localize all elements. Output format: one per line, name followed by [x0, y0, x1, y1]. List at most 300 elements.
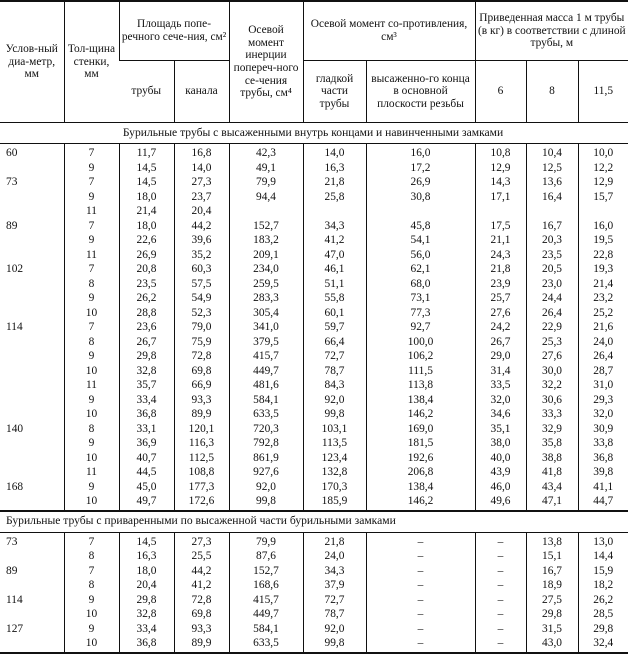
cell-area-pipe: 26,9: [119, 249, 174, 264]
cell-area-channel: 172,6: [174, 495, 229, 511]
cell-wall: 7: [64, 263, 119, 278]
cell-mass-6: 23,9: [475, 278, 526, 293]
cell-wall: 10: [64, 452, 119, 467]
cell-mass-11-5: 18,2: [578, 579, 628, 594]
table-row: [0, 452, 628, 467]
header-area-pipe: трубы: [119, 61, 174, 123]
cell-mass-11-5: 41,1: [578, 481, 628, 496]
cell-mass-6: [475, 205, 526, 220]
cell-mass-11-5: 29,3: [578, 394, 628, 409]
cell-mass-8: 26,4: [526, 307, 578, 322]
cell-inertia: 234,0: [229, 263, 303, 278]
cell-inertia: 209,1: [229, 249, 303, 264]
cell-area-channel: 25,5: [174, 550, 229, 565]
cell-mass-6: 40,0: [475, 452, 526, 467]
cell-resist-smooth: 113,5: [303, 437, 366, 452]
cell-mass-6: 14,3: [475, 176, 526, 191]
cell-mass-8: 38,8: [526, 452, 578, 467]
table-row: [0, 350, 628, 365]
table-row: [0, 321, 628, 336]
cell-area-pipe: 11,7: [119, 144, 174, 162]
section-title: Бурильные трубы с высаженными внутрь концами и навинченными замками: [0, 123, 628, 144]
cell-resist-upset: –: [366, 594, 475, 609]
cell-area-pipe: 16,3: [119, 550, 174, 565]
table-row: [0, 220, 628, 235]
cell-area-pipe: 14,5: [119, 532, 174, 550]
table-row: [0, 437, 628, 452]
cell-wall: 9: [64, 623, 119, 638]
cell-mass-11-5: 14,4: [578, 550, 628, 565]
cell-wall: 9: [64, 191, 119, 206]
cell-inertia: 415,7: [229, 594, 303, 609]
table-row: [0, 365, 628, 380]
cell-mass-6: 17,1: [475, 191, 526, 206]
cell-mass-11-5: 24,0: [578, 336, 628, 351]
table-row: [0, 162, 628, 177]
cell-area-pipe: 32,8: [119, 608, 174, 623]
cell-wall: 8: [64, 579, 119, 594]
cell-area-pipe: 23,5: [119, 278, 174, 293]
cell-mass-6: 26,7: [475, 336, 526, 351]
cell-wall: 7: [64, 565, 119, 580]
cell-mass-6: 32,0: [475, 394, 526, 409]
cell-inertia: 792,8: [229, 437, 303, 452]
cell-diameter: [0, 292, 64, 307]
cell-diameter: [0, 278, 64, 293]
header-area-group: Площадь попе-речного сече-ния, см²: [119, 1, 229, 61]
cell-diameter: 127: [6, 622, 24, 635]
cell-inertia: 92,0: [229, 481, 303, 496]
cell-inertia: 379,5: [229, 336, 303, 351]
cell-inertia: 927,6: [229, 466, 303, 481]
cell-diameter: 114: [6, 593, 23, 606]
table-row: [0, 423, 628, 438]
header-length-6: 6: [475, 61, 526, 123]
cell-resist-upset: 62,1: [366, 263, 475, 278]
cell-diameter: 168: [6, 480, 24, 493]
cell-resist-upset: 73,1: [366, 292, 475, 307]
cell-mass-8: 22,9: [526, 321, 578, 336]
cell-diameter: 73: [6, 535, 18, 548]
cell-mass-11-5: 32,4: [578, 637, 628, 653]
cell-resist-smooth: 185,9: [303, 495, 366, 511]
cell-area-pipe: 20,4: [119, 579, 174, 594]
cell-mass-11-5: 12,9: [578, 176, 628, 191]
cell-resist-smooth: 72,7: [303, 350, 366, 365]
cell-inertia: 94,4: [229, 191, 303, 206]
cell-mass-6: –: [475, 594, 526, 609]
cell-mass-6: –: [475, 623, 526, 638]
cell-resist-smooth: 92,0: [303, 394, 366, 409]
cell-diameter: [0, 162, 64, 177]
cell-area-channel: 20,4: [174, 205, 229, 220]
cell-mass-11-5: 19,5: [578, 234, 628, 249]
cell-mass-6: –: [475, 532, 526, 550]
cell-wall: 7: [64, 321, 119, 336]
cell-area-channel: 120,1: [174, 423, 229, 438]
cell-mass-6: 31,4: [475, 365, 526, 380]
cell-area-channel: 72,8: [174, 350, 229, 365]
cell-mass-8: 43,0: [526, 637, 578, 653]
table-body: [0, 123, 628, 653]
cell-resist-smooth: 84,3: [303, 379, 366, 394]
cell-area-channel: 41,2: [174, 579, 229, 594]
cell-resist-smooth: 34,3: [303, 220, 366, 235]
cell-resist-upset: 26,9: [366, 176, 475, 191]
cell-resist-upset: 146,2: [366, 495, 475, 511]
cell-area-pipe: 26,2: [119, 292, 174, 307]
cell-resist-upset: –: [366, 565, 475, 580]
cell-diameter: [0, 452, 64, 467]
cell-area-channel: 108,8: [174, 466, 229, 481]
cell-mass-6: 21,8: [475, 263, 526, 278]
cell-wall: 11: [64, 249, 119, 264]
cell-inertia: 283,3: [229, 292, 303, 307]
cell-mass-11-5: 32,0: [578, 408, 628, 423]
cell-area-pipe: 18,0: [119, 191, 174, 206]
cell-resist-upset: –: [366, 532, 475, 550]
cell-resist-smooth: 51,1: [303, 278, 366, 293]
cell-mass-8: 23,0: [526, 278, 578, 293]
cell-mass-8: 23,5: [526, 249, 578, 264]
cell-inertia: 720,3: [229, 423, 303, 438]
cell-resist-upset: 146,2: [366, 408, 475, 423]
cell-wall: 10: [64, 307, 119, 322]
cell-mass-11-5: 30,9: [578, 423, 628, 438]
cell-mass-6: 49,6: [475, 495, 526, 511]
table-row: [0, 608, 628, 623]
table-row: [0, 495, 628, 511]
cell-wall: 9: [64, 394, 119, 409]
cell-area-pipe: 23,6: [119, 321, 174, 336]
cell-area-channel: 60,3: [174, 263, 229, 278]
cell-resist-upset: 206,8: [366, 466, 475, 481]
cell-resist-smooth: 72,7: [303, 594, 366, 609]
cell-wall: 7: [64, 532, 119, 550]
cell-mass-6: 27,6: [475, 307, 526, 322]
cell-inertia: 341,0: [229, 321, 303, 336]
cell-inertia: 449,7: [229, 365, 303, 380]
cell-area-channel: 79,0: [174, 321, 229, 336]
cell-resist-smooth: 47,0: [303, 249, 366, 264]
cell-resist-upset: 111,5: [366, 365, 475, 380]
cell-mass-11-5: 29,8: [578, 623, 628, 638]
cell-wall: 10: [64, 637, 119, 653]
cell-mass-6: 43,9: [475, 466, 526, 481]
cell-diameter: [0, 394, 64, 409]
cell-wall: 9: [64, 481, 119, 496]
cell-area-pipe: 35,7: [119, 379, 174, 394]
cell-resist-upset: 100,0: [366, 336, 475, 351]
cell-diameter: [0, 579, 64, 594]
cell-mass-8: 12,5: [526, 162, 578, 177]
cell-resist-smooth: 16,3: [303, 162, 366, 177]
cell-mass-8: 43,4: [526, 481, 578, 496]
cell-area-channel: 116,3: [174, 437, 229, 452]
cell-resist-upset: 16,0: [366, 144, 475, 162]
cell-area-channel: 27,3: [174, 176, 229, 191]
cell-resist-smooth: 59,7: [303, 321, 366, 336]
cell-inertia: 481,6: [229, 379, 303, 394]
cell-diameter: 73: [6, 176, 18, 188]
cell-mass-11-5: [578, 205, 628, 220]
cell-area-channel: 66,9: [174, 379, 229, 394]
cell-inertia: 415,7: [229, 350, 303, 365]
header-mass-group: Приведенная масса 1 м трубы (в кг) в соответствии с длиной трубы, м: [475, 1, 628, 61]
cell-wall: 10: [64, 495, 119, 511]
cell-resist-upset: 56,0: [366, 249, 475, 264]
cell-inertia: 183,2: [229, 234, 303, 249]
cell-wall: 9: [64, 350, 119, 365]
cell-mass-6: 46,0: [475, 481, 526, 496]
cell-wall: 7: [64, 176, 119, 191]
cell-mass-8: 20,5: [526, 263, 578, 278]
cell-resist-smooth: 78,7: [303, 365, 366, 380]
cell-mass-6: –: [475, 550, 526, 565]
cell-area-channel: 44,2: [174, 220, 229, 235]
cell-mass-11-5: 26,4: [578, 350, 628, 365]
table-row: [0, 623, 628, 638]
table-row: [0, 594, 628, 609]
cell-inertia: 79,9: [229, 532, 303, 550]
cell-mass-11-5: 13,0: [578, 532, 628, 550]
cell-mass-8: 20,3: [526, 234, 578, 249]
cell-mass-8: 13,8: [526, 532, 578, 550]
cell-wall: 10: [64, 365, 119, 380]
cell-inertia: 305,4: [229, 307, 303, 322]
cell-mass-6: 12,9: [475, 162, 526, 177]
cell-mass-6: –: [475, 565, 526, 580]
cell-inertia: 584,1: [229, 394, 303, 409]
cell-wall: 10: [64, 408, 119, 423]
table-row: [0, 579, 628, 594]
cell-wall: 8: [64, 336, 119, 351]
table-row: [0, 307, 628, 322]
cell-resist-smooth: 99,8: [303, 408, 366, 423]
cell-inertia: 168,6: [229, 579, 303, 594]
cell-area-pipe: 26,7: [119, 336, 174, 351]
cell-diameter: [0, 307, 64, 322]
cell-resist-smooth: 92,0: [303, 623, 366, 638]
cell-resist-upset: –: [366, 579, 475, 594]
table-row: [0, 481, 628, 496]
cell-mass-8: 35,8: [526, 437, 578, 452]
cell-area-pipe: 29,8: [119, 594, 174, 609]
cell-mass-6: 25,7: [475, 292, 526, 307]
cell-area-channel: 35,2: [174, 249, 229, 264]
cell-area-pipe: 29,8: [119, 350, 174, 365]
cell-area-channel: 112,5: [174, 452, 229, 467]
cell-mass-6: 21,1: [475, 234, 526, 249]
cell-mass-8: 27,6: [526, 350, 578, 365]
header-length-8: 8: [526, 61, 578, 123]
cell-wall: 7: [64, 144, 119, 162]
cell-mass-8: 30,0: [526, 365, 578, 380]
cell-area-pipe: 40,7: [119, 452, 174, 467]
cell-mass-8: 31,5: [526, 623, 578, 638]
cell-mass-8: 27,5: [526, 594, 578, 609]
cell-resist-smooth: 34,3: [303, 565, 366, 580]
cell-area-pipe: 36,8: [119, 408, 174, 423]
cell-mass-8: 10,4: [526, 144, 578, 162]
cell-mass-8: 29,8: [526, 608, 578, 623]
cell-mass-8: 47,1: [526, 495, 578, 511]
cell-wall: 11: [64, 379, 119, 394]
cell-inertia: 861,9: [229, 452, 303, 467]
cell-mass-8: 32,9: [526, 423, 578, 438]
cell-inertia: 152,7: [229, 220, 303, 235]
cell-wall: 7: [64, 220, 119, 235]
cell-diameter: 140: [6, 422, 24, 435]
cell-resist-smooth: 78,7: [303, 608, 366, 623]
header-area-channel: канала: [174, 61, 229, 123]
table-row: [0, 532, 628, 550]
header-resistance-group: Осевой момент со-противления, см³: [303, 1, 475, 61]
cell-resist-upset: 138,4: [366, 481, 475, 496]
cell-mass-6: 38,0: [475, 437, 526, 452]
cell-resist-upset: 192,6: [366, 452, 475, 467]
cell-mass-11-5: 28,5: [578, 608, 628, 623]
cell-inertia: 449,7: [229, 608, 303, 623]
cell-area-pipe: 33,1: [119, 423, 174, 438]
cell-resist-smooth: 24,0: [303, 550, 366, 565]
cell-resist-upset: [366, 205, 475, 220]
cell-area-channel: 57,5: [174, 278, 229, 293]
table-row: [0, 637, 628, 653]
cell-resist-upset: –: [366, 623, 475, 638]
table-row: [0, 550, 628, 565]
cell-diameter: 89: [6, 219, 18, 232]
cell-mass-8: 16,7: [526, 565, 578, 580]
cell-mass-11-5: 15,9: [578, 565, 628, 580]
cell-diameter: [0, 495, 64, 511]
cell-inertia: 87,6: [229, 550, 303, 565]
cell-mass-6: 17,5: [475, 220, 526, 235]
cell-area-channel: 93,3: [174, 623, 229, 638]
header-inertia: Осевой момент инерции попереч-ного се-чения трубы, см⁴: [229, 1, 303, 123]
cell-inertia: 152,7: [229, 565, 303, 580]
cell-diameter: [0, 437, 64, 452]
cell-resist-upset: 113,8: [366, 379, 475, 394]
cell-mass-11-5: 44,7: [578, 495, 628, 511]
table-row: [0, 292, 628, 307]
cell-resist-upset: 30,8: [366, 191, 475, 206]
header-diameter: Услов-ный диа-метр, мм: [0, 1, 64, 123]
section2-title-row: [0, 511, 628, 533]
cell-mass-11-5: 19,3: [578, 263, 628, 278]
cell-resist-smooth: 55,8: [303, 292, 366, 307]
table-row: [0, 176, 628, 191]
cell-mass-11-5: 31,0: [578, 379, 628, 394]
cell-resist-smooth: 21,8: [303, 532, 366, 550]
cell-diameter: [0, 249, 64, 264]
cell-inertia: 633,5: [229, 408, 303, 423]
cell-resist-upset: 54,1: [366, 234, 475, 249]
cell-area-channel: 89,9: [174, 637, 229, 653]
cell-area-pipe: 20,8: [119, 263, 174, 278]
cell-mass-11-5: 16,0: [578, 220, 628, 235]
cell-diameter: [0, 191, 64, 206]
cell-mass-8: 33,3: [526, 408, 578, 423]
header-length-11-5: 11,5: [578, 61, 628, 123]
cell-mass-11-5: 21,6: [578, 321, 628, 336]
cell-area-channel: 69,8: [174, 365, 229, 380]
cell-diameter: [0, 637, 64, 653]
cell-mass-6: –: [475, 637, 526, 653]
cell-area-channel: 93,3: [174, 394, 229, 409]
cell-mass-11-5: 12,2: [578, 162, 628, 177]
cell-resist-smooth: 25,8: [303, 191, 366, 206]
table-row: [0, 466, 628, 481]
cell-wall: 11: [64, 205, 119, 220]
cell-mass-11-5: 15,7: [578, 191, 628, 206]
cell-mass-8: 16,7: [526, 220, 578, 235]
cell-area-channel: 16,8: [174, 144, 229, 162]
cell-resist-smooth: 123,4: [303, 452, 366, 467]
cell-area-channel: 44,2: [174, 565, 229, 580]
cell-mass-8: 24,4: [526, 292, 578, 307]
cell-mass-8: 18,9: [526, 579, 578, 594]
cell-area-channel: 177,3: [174, 481, 229, 496]
cell-mass-8: 13,6: [526, 176, 578, 191]
cell-inertia: 99,8: [229, 495, 303, 511]
cell-inertia: 584,1: [229, 623, 303, 638]
cell-mass-11-5: 33,8: [578, 437, 628, 452]
cell-wall: 8: [64, 550, 119, 565]
cell-resist-upset: –: [366, 637, 475, 653]
cell-resist-upset: 77,3: [366, 307, 475, 322]
cell-mass-11-5: 21,4: [578, 278, 628, 293]
cell-area-pipe: 45,0: [119, 481, 174, 496]
cell-area-pipe: 33,4: [119, 623, 174, 638]
cell-mass-11-5: 23,2: [578, 292, 628, 307]
cell-mass-8: 32,2: [526, 379, 578, 394]
cell-area-channel: 27,3: [174, 532, 229, 550]
cell-area-pipe: 28,8: [119, 307, 174, 322]
cell-mass-6: 24,2: [475, 321, 526, 336]
cell-mass-11-5: 36,8: [578, 452, 628, 467]
cell-diameter: 114: [6, 321, 23, 333]
cell-resist-smooth: [303, 205, 366, 220]
cell-inertia: 79,9: [229, 176, 303, 191]
table-row: [0, 263, 628, 278]
cell-area-channel: 75,9: [174, 336, 229, 351]
cell-wall: 11: [64, 466, 119, 481]
cell-wall: 10: [64, 608, 119, 623]
cell-resist-smooth: 170,3: [303, 481, 366, 496]
cell-resist-smooth: 103,1: [303, 423, 366, 438]
table-row: [0, 565, 628, 580]
cell-resist-upset: –: [366, 550, 475, 565]
cell-mass-11-5: 39,8: [578, 466, 628, 481]
cell-diameter: 89: [6, 564, 18, 577]
cell-diameter: [0, 408, 64, 423]
cell-area-channel: 39,6: [174, 234, 229, 249]
cell-resist-upset: 181,5: [366, 437, 475, 452]
cell-wall: 8: [64, 278, 119, 293]
cell-area-pipe: 18,0: [119, 565, 174, 580]
cell-inertia: 49,1: [229, 162, 303, 177]
cell-resist-upset: 169,0: [366, 423, 475, 438]
table-row: [0, 205, 628, 220]
table-row: [0, 408, 628, 423]
cell-area-pipe: 32,8: [119, 365, 174, 380]
header-wall-thickness: Тол-щина стенки, мм: [64, 1, 119, 123]
table-row: [0, 191, 628, 206]
cell-wall: 9: [64, 162, 119, 177]
cell-area-pipe: 44,5: [119, 466, 174, 481]
cell-diameter: [0, 608, 64, 623]
